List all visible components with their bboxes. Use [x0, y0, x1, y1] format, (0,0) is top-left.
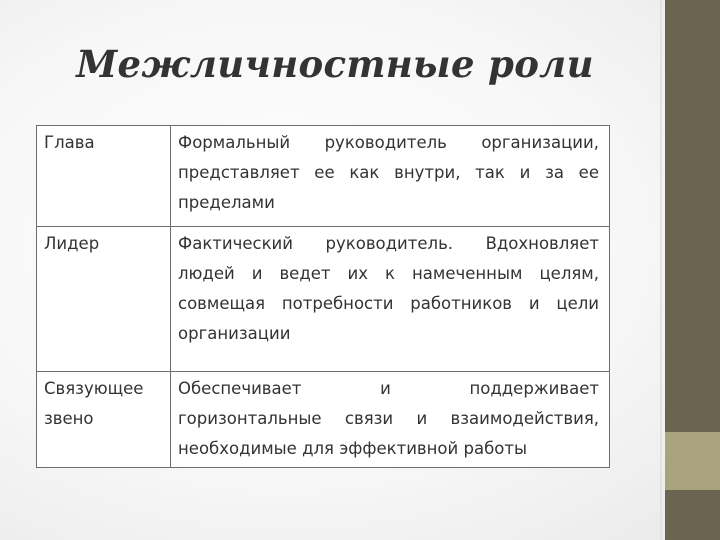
slide-edge-line [660, 0, 662, 540]
table-row [37, 126, 610, 227]
role-name: Лидер [37, 227, 171, 372]
role-name: Глава [37, 126, 171, 227]
table-row [37, 227, 610, 372]
decorative-side-bar [665, 0, 720, 540]
role-description: Формальный руководитель организации, представляет ее как внутри, так и за ее пределами [171, 126, 610, 227]
role-name: Связующее звено [37, 372, 171, 468]
slide-title: Межличностные роли [76, 42, 594, 86]
roles-table [36, 125, 610, 468]
table-row [37, 372, 610, 468]
role-description: Фактический руководитель. Вдохновляет людей и ведет их к намеченным целям, совмещая потребности работников и цели организации [171, 227, 610, 372]
role-description: Обеспечивает и поддерживает горизонтальные связи и взаимодействия, необходимые для эффективной работы [171, 372, 610, 468]
side-bar-accent [665, 432, 720, 490]
